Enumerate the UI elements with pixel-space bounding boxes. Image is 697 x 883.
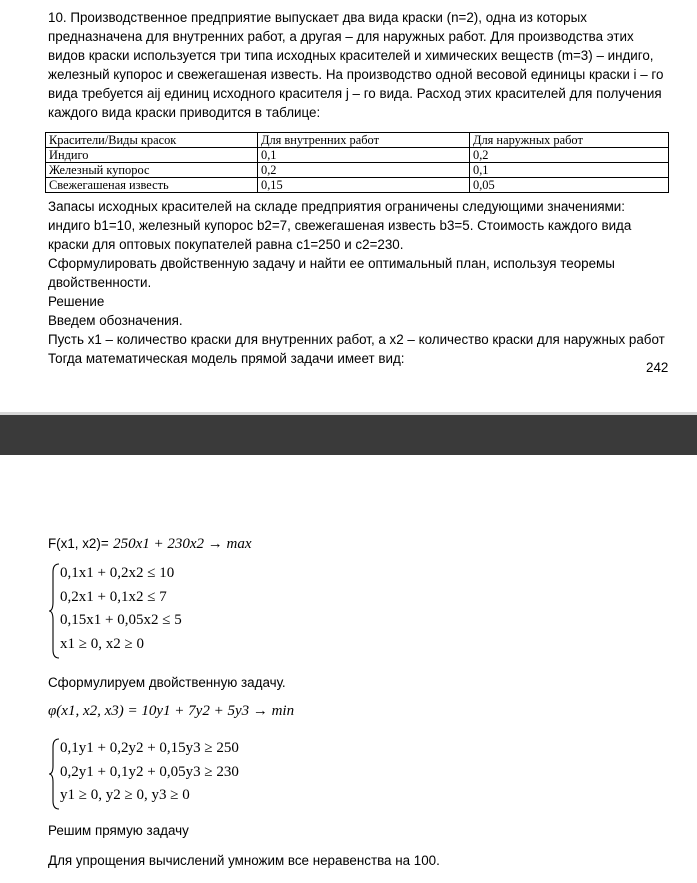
solve-primal-heading: Решим прямую задачу bbox=[48, 823, 189, 838]
table-cell: Свежегашеная известь bbox=[46, 178, 258, 193]
table-cell: 0,1 bbox=[470, 163, 669, 178]
dual-objective: φ(x1, x2, x3) = 10y1 + 7y2 + 5y3 → min bbox=[48, 703, 295, 719]
table-cell: 0,2 bbox=[470, 148, 669, 163]
dual-heading: Сформулируем двойственную задачу. bbox=[48, 675, 286, 690]
document-page-242 bbox=[0, 0, 697, 415]
table-row bbox=[46, 178, 669, 193]
stock-limits-paragraph: Запасы исходных красителей на складе предприятия ограничены следующими значениями: индиго b1=10, железный купорос b2=7, свежегашеная известь b3=5. Стоимость каждого вида краски для оптовых покупателей равна c1=250 и c2=230. bbox=[48, 199, 632, 252]
objective-function bbox=[48, 535, 252, 553]
model-paragraph: Тогда математическая модель прямой задачи имеет вид: bbox=[48, 351, 405, 366]
solution-heading: Решение bbox=[48, 294, 105, 309]
table-header-cell: Для внутренних работ bbox=[258, 133, 470, 148]
constraint-indigo: 0,1x1 + 0,2x2 ≤ 10 bbox=[60, 565, 175, 581]
table-cell: 0,05 bbox=[470, 178, 669, 193]
dye-consumption-table bbox=[45, 132, 669, 193]
simplify-note: Для упрощения вычислений умножим все неравенства на 100. bbox=[48, 853, 440, 868]
table-cell: 0,15 bbox=[258, 178, 470, 193]
dual-constraint-nonnegativity: y1 ≥ 0, y2 ≥ 0, y3 ≥ 0 bbox=[60, 787, 190, 803]
table-row bbox=[46, 163, 669, 178]
constraint-nonnegativity: x1 ≥ 0, x2 ≥ 0 bbox=[60, 635, 144, 652]
dual-constraints bbox=[60, 737, 239, 808]
page-number: 242 bbox=[646, 360, 669, 375]
table-header-cell: Для наружных работ bbox=[470, 133, 669, 148]
primal-constraints bbox=[60, 562, 182, 656]
variables-paragraph: Пусть x1 – количество краски для внутренних работ, а x2 – количество краски для наружных работ bbox=[48, 332, 665, 347]
objective-label: F(x1, x2)= bbox=[48, 536, 109, 551]
constraint-lime: 0,15x1 + 0,05x2 ≤ 5 bbox=[60, 612, 182, 628]
document-page-next bbox=[0, 455, 697, 883]
table-cell: 0,2 bbox=[258, 163, 470, 178]
table-cell: Железный купорос bbox=[46, 163, 258, 178]
table-cell: Индиго bbox=[46, 148, 258, 163]
table-header-cell: Красители/Виды красок bbox=[46, 133, 258, 148]
problem-statement: 10. Производственное предприятие выпускает два вида краски (n=2), одна из которых предназначена для внутренних работ, а другая – для наружных работ. Для производства этих видов краски используется три типа исходных красителей и химических веществ (m=3) – индиго, железный купорос и свежегашеная известь. На производство одной весовой единицы краски i – го вида требуется aij единиц исходного красителя j – го вида. Расход этих красителей для получения каждого вида краски приводится в таблице: bbox=[48, 10, 664, 120]
objective-expression: 250x1 + 230x2 → max bbox=[113, 536, 252, 552]
table-cell: 0,1 bbox=[258, 148, 470, 163]
dual-constraint-1: 0,1y1 + 0,2y2 + 0,15y3 ≥ 250 bbox=[60, 740, 239, 756]
constraint-vitriol: 0,2x1 + 0,1x2 ≤ 7 bbox=[60, 588, 167, 605]
table-row bbox=[46, 148, 669, 163]
table-header-row bbox=[46, 133, 669, 148]
page-separator bbox=[0, 415, 697, 455]
task-paragraph: Сформулировать двойственную задачу и найти ее оптимальный план, используя теоремы двойственности. bbox=[48, 256, 615, 290]
solution-intro bbox=[48, 197, 668, 368]
notation-paragraph: Введем обозначения. bbox=[48, 313, 183, 328]
dual-constraint-2: 0,2y1 + 0,1y2 + 0,05y3 ≥ 230 bbox=[60, 763, 239, 780]
